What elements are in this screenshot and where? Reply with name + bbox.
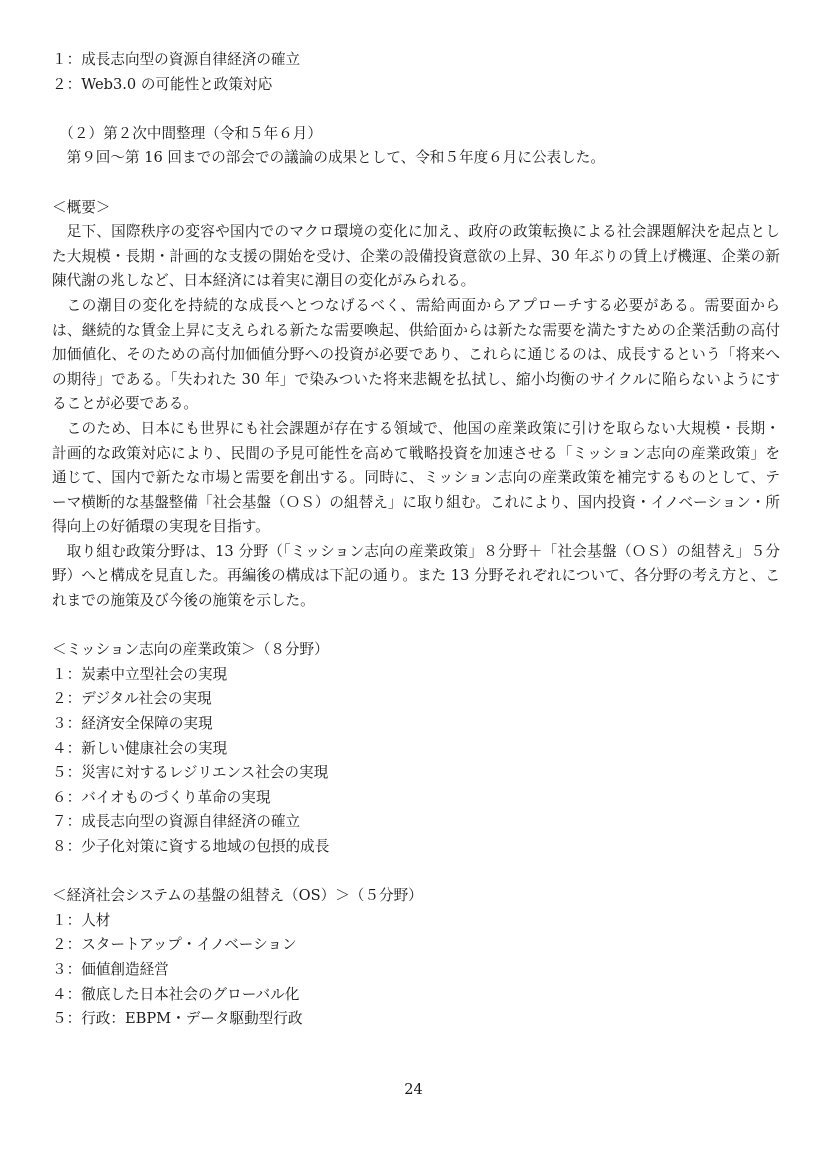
section-intro: 第９回〜第 16 回までの部会での議論の成果として、令和５年度６月に公表した。 xyxy=(66,149,605,167)
list-item: ７：成長志向型の資源自律経済の確立 xyxy=(52,813,301,831)
spacer xyxy=(52,97,780,122)
list-item: １：成長志向型の資源自律経済の確立 xyxy=(52,51,301,68)
overview-paragraph: 足下、国際秩序の変容や国内でのマクロ環境の変化に加え、政府の政策転換による社会課題解決を起点とした大規模・長期・計画的な支援の開始を受け、企業の設備投資意欲の上昇、30 年ぶりの賃上げ機運、企業の新陳代謝の兆しなど、日本経済には着実に潮目の変化がみられる。 xyxy=(52,223,780,290)
list-item: ２：デジタル社会の実現 xyxy=(52,690,212,708)
document-body xyxy=(52,48,780,1032)
section-heading: （２）第２次中間整理（令和５年６月） xyxy=(59,124,322,142)
overview-paragraph: この潮目の変化を持続的な成長へとつなげるべく、需給両面からアプローチする必要がある。需要面からは、継続的な賃金上昇に支えられる新たな需要喚起、供給面からは新たな需要を満たすための企業活動の高付加価値化、そのための高付加価値分野への投資が必要であり、これらに通じるのは、成長するという「将来への期待」である。「失われた 30 年」で染みついた将来悲観を払拭し、縮小均衡のサイクルに陥らないようにすることが必要である。 xyxy=(52,296,780,413)
list-item: ４：徹底した日本社会のグローバル化 xyxy=(52,985,300,1003)
list-item: ３：経済安全保障の実現 xyxy=(52,715,213,733)
list-item: ５：行政：EBPM・データ駆動型行政 xyxy=(52,1010,303,1028)
list-item: １：炭素中立型社会の実現 xyxy=(52,665,228,683)
list-item: ２：スタートアップ・イノベーション xyxy=(52,936,297,954)
page-number: 24 xyxy=(404,1081,423,1098)
overview-paragraph: 取り組む政策分野は、13 分野（「ミッション志向の産業政策」８分野＋「社会基盤（ＯＳ）の組替え」５分野）へと構成を見直した。再編後の構成は下記の通り。また 13 分野それぞれについて、各分野の考え方と、これまでの施策及び今後の施策を示した。 xyxy=(52,542,780,610)
overview-heading: ＜概要＞ xyxy=(52,198,111,216)
os-list xyxy=(52,909,780,1032)
list-item: ６：バイオものづくり革命の実現 xyxy=(52,788,271,806)
os-heading: ＜経済社会システムの基盤の組替え（OS）＞（５分野） xyxy=(52,887,423,905)
list-item: ５：災害に対するレジリエンス社会の実現 xyxy=(52,764,329,782)
list-item: ８：少子化対策に資する地域の包摂的成長 xyxy=(52,838,330,855)
mission-heading: ＜ミッション志向の産業政策＞（８分野） xyxy=(52,641,329,659)
top-list xyxy=(52,48,780,97)
list-item: ４：新しい健康社会の実現 xyxy=(52,739,228,757)
spacer xyxy=(52,614,780,639)
list-item: １：人材 xyxy=(52,911,111,929)
spacer xyxy=(52,171,780,196)
mission-list xyxy=(52,663,780,860)
overview-paragraph: このため、日本にも世界にも社会課題が存在する領域で、他国の産業政策に引けを取らない大規模・長期・計画的な政策対応により、民間の予見可能性を高めて戦略投資を加速させる「ミッション志向の産業政策」を通じて、国内で新たな市場と需要を創出する。同時に、ミッション志向の産業政策を補完するものとして、テーマ横断的な基盤整備「社会基盤（ＯＳ）の組替え」に取り組む。これにより、国内投資・イノベーション・所得向上の好循環の実現を目指す。 xyxy=(52,419,780,536)
list-item: ２：Web3.0 の可能性と政策対応 xyxy=(52,75,273,93)
spacer xyxy=(52,860,780,885)
list-item: ３：価値創造経営 xyxy=(52,960,169,978)
